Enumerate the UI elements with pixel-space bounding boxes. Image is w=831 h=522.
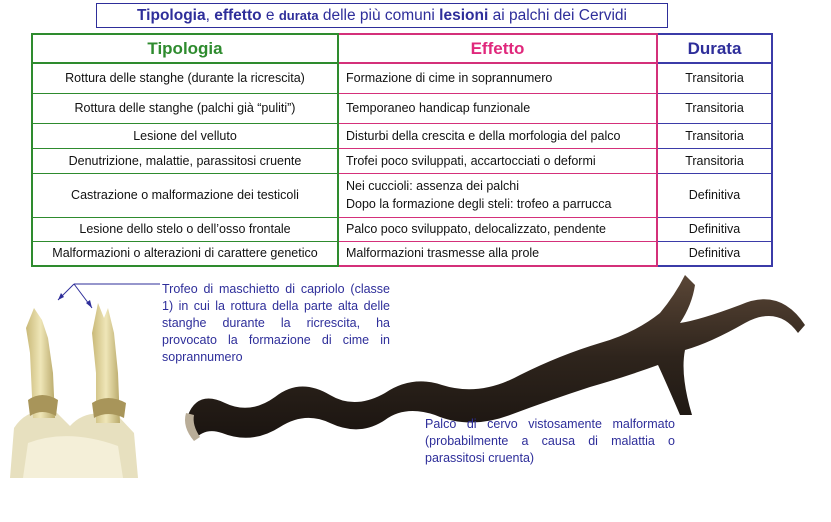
cell-durata: Definitiva xyxy=(657,173,772,217)
cell-tipologia: Malformazioni o alterazioni di carattere genetico xyxy=(32,241,338,266)
cell-durata: Transitoria xyxy=(657,148,772,173)
cell-effetto: Malformazioni trasmesse alla prole xyxy=(338,241,657,266)
cell-effetto: Formazione di cime in soprannumero xyxy=(338,63,657,93)
cell-tipologia: Castrazione o malformazione dei testicoli xyxy=(32,173,338,217)
table-row xyxy=(32,63,772,93)
table-row xyxy=(32,93,772,123)
cell-durata: Definitiva xyxy=(657,217,772,241)
cell-durata: Transitoria xyxy=(657,63,772,93)
table-row xyxy=(32,217,772,241)
cell-effetto: Palco poco sviluppato, delocalizzato, pendente xyxy=(338,217,657,241)
cell-tipologia: Lesione dello stelo o dell’osso frontale xyxy=(32,217,338,241)
table-row xyxy=(32,173,772,217)
cell-tipologia: Denutrizione, malattie, parassitosi cruente xyxy=(32,148,338,173)
cell-tipologia: Rottura delle stanghe (durante la ricrescita) xyxy=(32,63,338,93)
header-durata: Durata xyxy=(657,34,772,63)
red-deer-caption: Palco di cervo vistosamente malformato (probabilmente a causa di malattia o parassitosi cruenta) xyxy=(425,417,675,465)
table-row xyxy=(32,123,772,148)
table-row xyxy=(32,241,772,266)
cell-effetto: Disturbi della crescita e della morfologia del palco xyxy=(338,123,657,148)
lesions-table xyxy=(31,33,773,267)
table-row xyxy=(32,148,772,173)
cell-effetto xyxy=(338,173,657,217)
effetto-line: Nei cuccioli: assenza dei palchi xyxy=(346,179,520,193)
table-header-row xyxy=(32,34,772,63)
cell-tipologia: Lesione del velluto xyxy=(32,123,338,148)
page-title: Tipologia, effetto e durata delle più comuni lesioni ai palchi dei Cervidi xyxy=(96,3,668,28)
cell-effetto: Trofei poco sviluppati, accartocciati o deformi xyxy=(338,148,657,173)
roe-deer-caption: Trofeo di maschietto di capriolo (classe 1) in cui la rottura della parte alta delle stanghe durante la ricrescita, ha provocato la formazione di cime in soprannumero xyxy=(162,282,390,364)
cell-tipologia: Rottura delle stanghe (palchi già “puliti”) xyxy=(32,93,338,123)
cell-durata: Definitiva xyxy=(657,241,772,266)
effetto-line: Dopo la formazione degli steli: trofeo a parrucca xyxy=(346,197,612,211)
pointer-lines xyxy=(48,276,168,316)
header-effetto: Effetto xyxy=(338,34,657,63)
cell-durata: Transitoria xyxy=(657,123,772,148)
header-tipologia: Tipologia xyxy=(32,34,338,63)
cell-durata: Transitoria xyxy=(657,93,772,123)
cell-effetto: Temporaneo handicap funzionale xyxy=(338,93,657,123)
